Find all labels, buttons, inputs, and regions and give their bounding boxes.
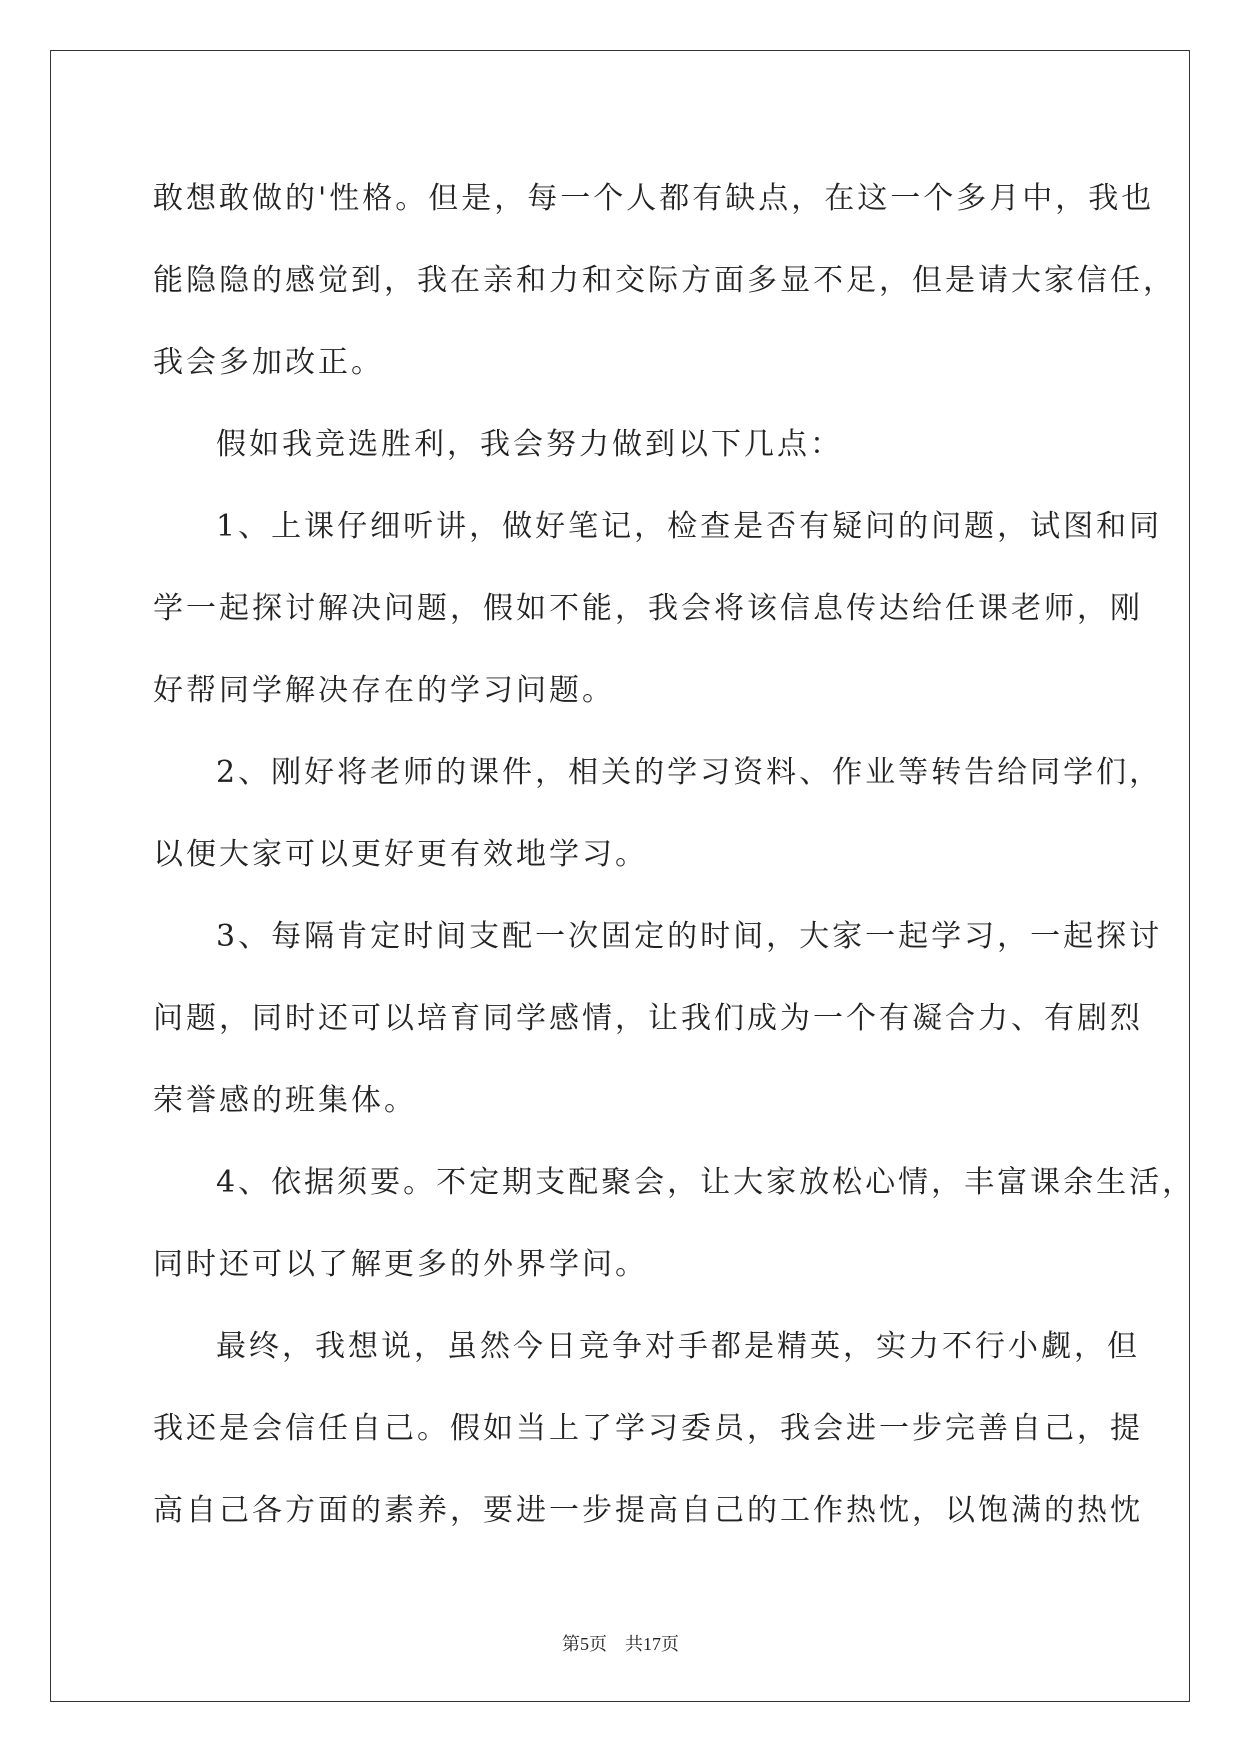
text-line: 1、上课仔细听讲，做好笔记，检查是否有疑问的问题，试图和同 (216, 509, 1163, 544)
document-body (153, 158, 1196, 1552)
text-line: 敢想敢做的'性格。但是，每一个人都有缺点，在这一个多月中，我也 (153, 181, 1155, 216)
text-line: 假如我竞选胜利，我会努力做到以下几点： (216, 427, 843, 462)
text-line: 荣誉感的班集体。 (153, 1083, 417, 1118)
text-line: 2、刚好将老师的课件，相关的学习资料、作业等转告给同学们， (216, 755, 1163, 790)
text-line: 以便大家可以更好更有效地学习。 (153, 837, 648, 872)
text-line: 最终，我想说，虽然今日竞争对手都是精英，实力不行小觑，但 (216, 1329, 1140, 1364)
text-line: 高自己各方面的素养，要进一步提高自己的工作热忱，以饱满的热忱 (153, 1493, 1143, 1528)
text-line: 同时还可以了解更多的外界学问。 (153, 1247, 648, 1282)
text-line: 好帮同学解决存在的学习问题。 (153, 673, 615, 708)
text-line: 问题，同时还可以培育同学感情，让我们成为一个有凝合力、有剧烈 (153, 1001, 1143, 1036)
text-line: 4、依据须要。不定期支配聚会，让大家放松心情，丰富课余生活， (216, 1165, 1196, 1200)
text-line: 能隐隐的感觉到，我在亲和力和交际方面多显不足，但是请大家信任， (153, 263, 1176, 298)
text-line: 我还是会信任自己。假如当上了学习委员，我会进一步完善自己，提 (153, 1411, 1143, 1446)
text-line: 我会多加改正。 (153, 345, 384, 380)
text-line: 3、每隔肯定时间支配一次固定的时间，大家一起学习，一起探讨 (216, 919, 1163, 954)
page-number: 第5页 共17页 (562, 1634, 679, 1654)
text-line: 学一起探讨解决问题，假如不能，我会将该信息传达给任课老师，刚 (153, 591, 1143, 626)
